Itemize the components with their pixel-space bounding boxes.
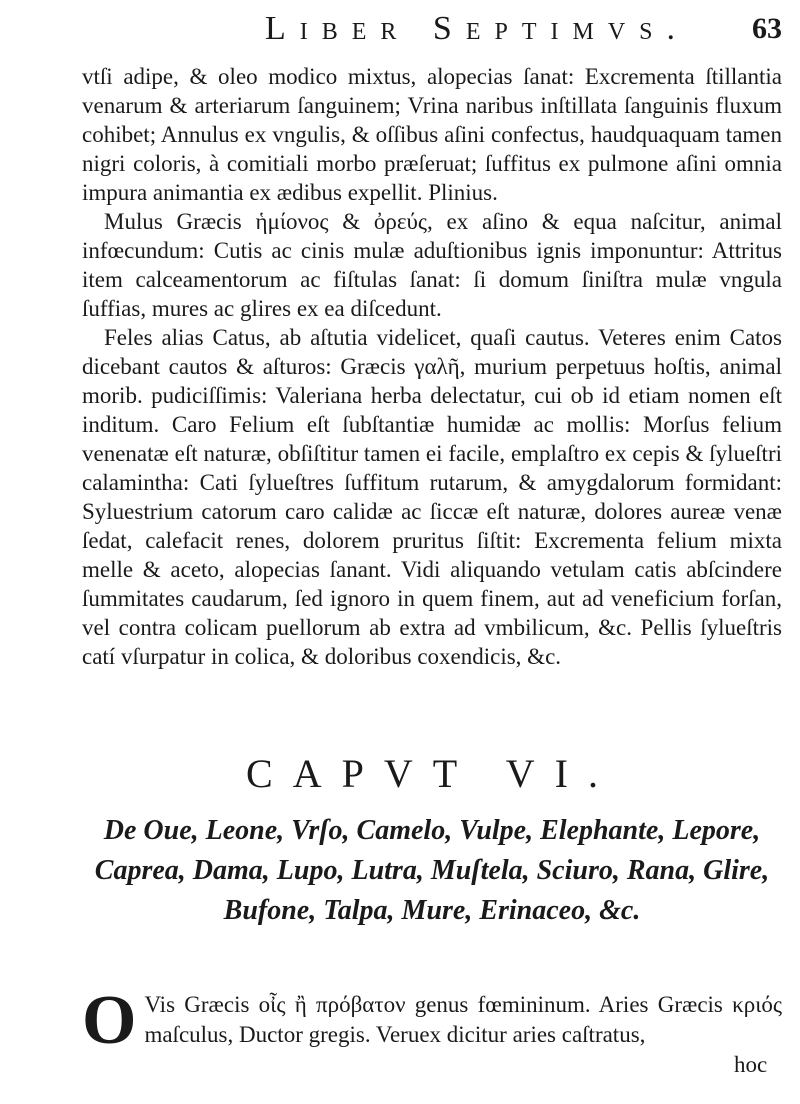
page-number: 63 [752, 12, 782, 45]
paragraph-mulus: Mulus Græcis ἡμίονος & ὀρεύς, ex aſino & equa naſcitur, animal infœcundum: Cutis ac cinis mulæ aduſtionibus ignis imponuntur: Attritus item calceamentorum ac fiſtulas ſanat: ſi domum ſiniſtra mulæ vngula ſuffias, mures ac glires ex ea diſcedunt. [82, 209, 782, 321]
chapter-number: CAPVT VI. [246, 751, 618, 796]
opening-text: Vis Græcis οἶς ἢ πρόβατον genus fœmininum. Aries Græcis κριός maſculus, Ductor gregis. Veruex dicitur aries caſtratus, [144, 992, 782, 1047]
drop-capital: O [82, 982, 137, 1059]
running-head-title: Liber Septimvs. [265, 10, 690, 47]
chapter-heading [82, 750, 782, 931]
body-text [82, 62, 782, 671]
chapter-opening-paragraph [82, 982, 782, 1059]
catchword: hoc [734, 1052, 768, 1077]
chapter-title: De Oue, Leone, Vrſo, Camelo, Vulpe, Elephante, Lepore, Caprea, Dama, Lupo, Lutra, Muſtela, Sciuro, Rana, Glire, Bufone, Talpa, Mure, Erinaceo, &c. [94, 815, 770, 926]
running-head [0, 4, 800, 64]
paragraph-feles: Feles alias Catus, ab aſtutia videlicet, quaſi cautus. Veteres enim Catos dicebant cautos & aſturos: Græcis γαλῆ, murium perpetuus hoſtis, animal morib. pudiciſſimis: Valeriana herba delectatur, cui ob id etiam nomen eſt inditum. Caro Felium eſt ſubſtantiæ humidæ ac mollis: Morſus felium venenatæ eſt naturæ, obſiſtitur tamen ei facile, emplaſtro ex cepis & ſylueſtri calamintha: Cati ſylueſtres ſuffitum rutarum, & amygdalorum formidant: Syluestrium catorum caro calidæ ac ſiccæ eſt naturæ, dolores aureæ venæ ſedat, calefacit renes, dolorem pruritus ſiſtit: Excrementa felium mixta melle & aceto, alopecias ſanant. Vidi aliquando vetulam catis abſcindere ſummitates caudarum, ſed ignoro in quem finem, aut ad veneficium forſan, vel contra colicam puellorum ab extra ad vmbilicum, &c. Pellis ſylueſtris catí vſurpatur in colica, & doloribus coxendicis, &c. [82, 325, 782, 669]
paragraph-asinus: vtſi adipe, & oleo modico mixtus, alopecias ſanat: Excrementa ſtillantia venarum & arteriarum ſanguinem; Vrina naribus inſtillata ſanguinis fluxum cohibet; Annulus ex vngulis, & oſſibus aſini confectus, haudquaquam tamen nigri coloris, à comitiali morbo præſeruat; ſuffitus ex pulmone aſini omnia impura animantia ex ædibus expellit. Plinius. [82, 64, 782, 205]
